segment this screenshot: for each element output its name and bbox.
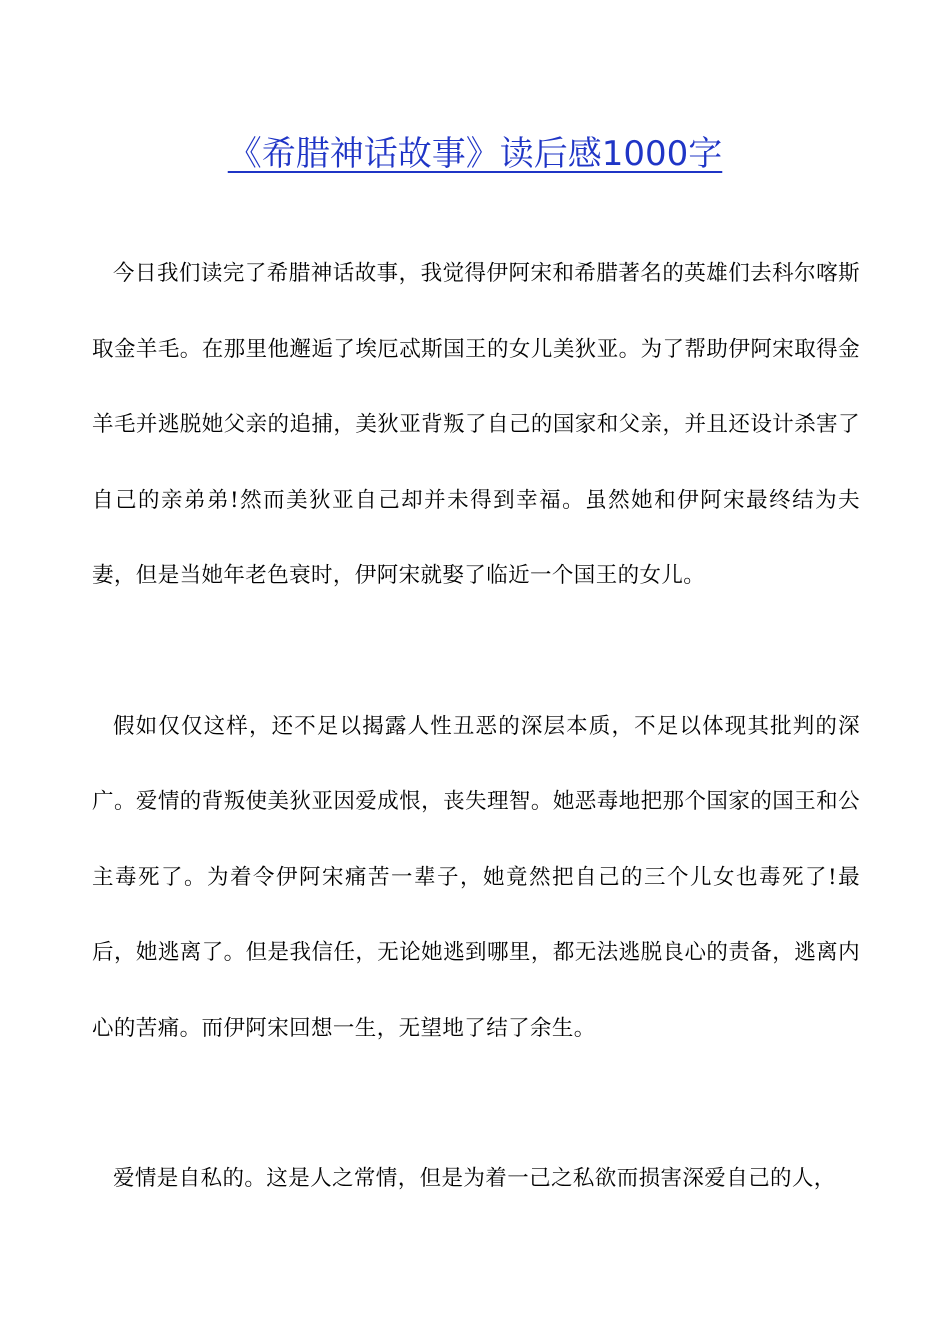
title-link[interactable]: 《希腊神话故事》读后感1000字 [227,134,723,174]
paragraph-3: 爱情是自私的。这是人之常情，但是为着一己之私欲而损害深爱自己的人， [113,1166,836,1191]
document-title [0,128,950,180]
document-body [92,236,860,1217]
paragraph-2: 假如仅仅这样，还不足以揭露人性丑恶的深层本质，不足以体现其批判的深广。爱情的背叛使美狄亚因爱成恨，丧失理智。她恶毒地把那个国家的国王和公主毒死了。为着令伊阿宋痛苦一辈子，她竟然把自己的三个儿女也毒死了!最后，她逃离了。但是我信任，无论她逃到哪里，都无法逃脱良心的责备，逃离内心的苦痛。而伊阿宋回想一生，无望地了结了余生。 [92,713,860,1041]
paragraph-1: 今日我们读完了希腊神话故事，我觉得伊阿宋和希腊著名的英雄们去科尔喀斯取金羊毛。在那里他邂逅了埃厄忒斯国王的女儿美狄亚。为了帮助伊阿宋取得金羊毛并逃脱她父亲的追捕，美狄亚背叛了自己的国家和父亲，并且还设计杀害了自己的亲弟弟!然而美狄亚自己却并未得到幸福。虽然她和伊阿宋最终结为夫妻，但是当她年老色衰时，伊阿宋就娶了临近一个国王的女儿。 [92,261,860,588]
